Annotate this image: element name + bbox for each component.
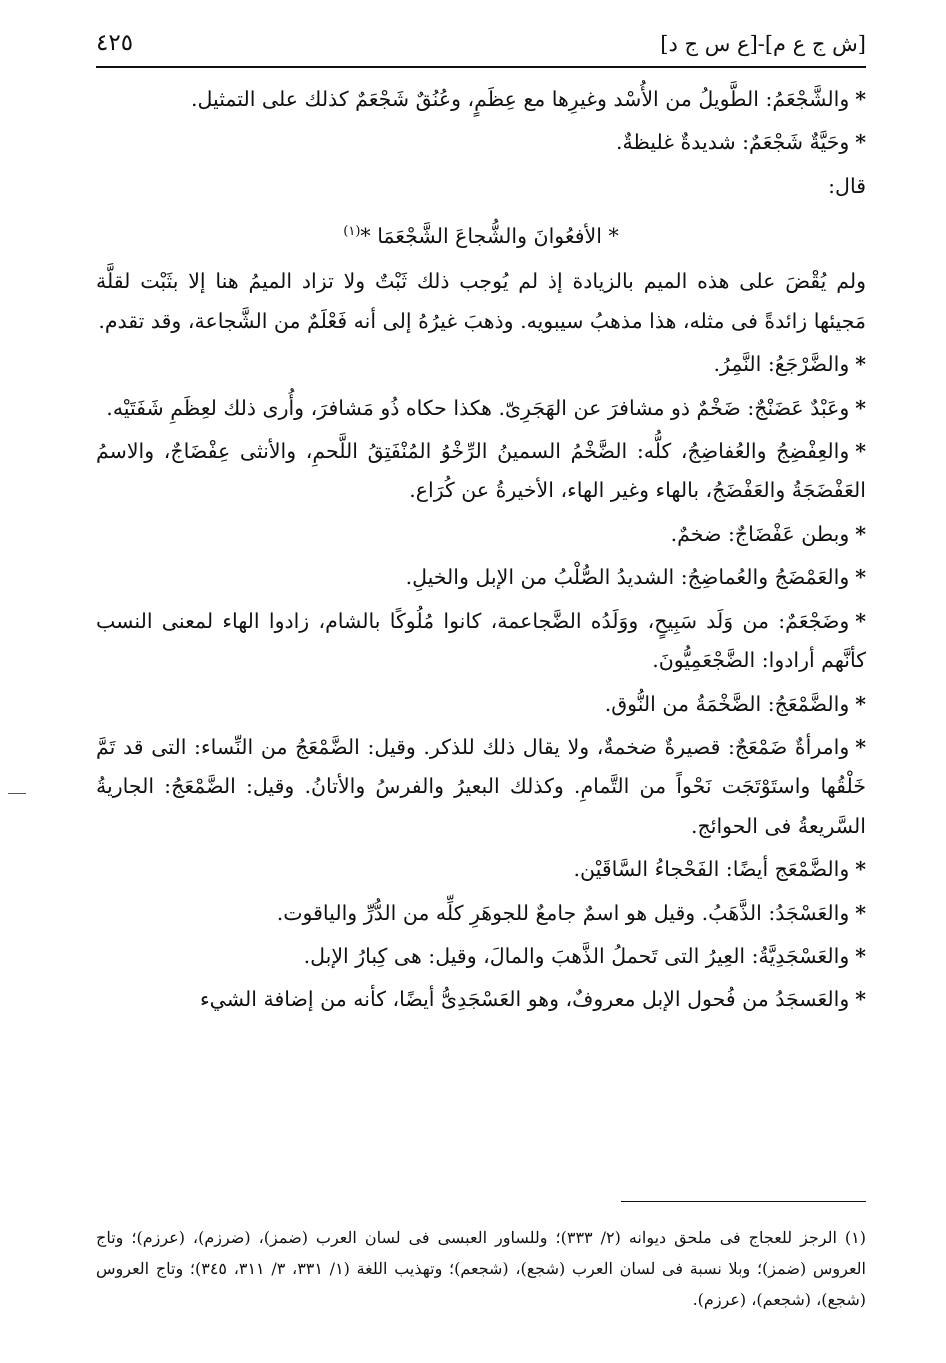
margin-mark [8, 793, 26, 794]
entry-dajam: *وضَجْعَمٌ: من وَلَد سَبِيحٍ، ووَلَدُه الضَّجاعمة، كانوا مُلُوكًا بالشام، زادوا الهاء لمعنى النسب كأنَّهم أرادوا: الضَّجْعَمِيُّونَ. [96, 608, 866, 673]
entry-star-icon: * [855, 87, 866, 111]
entry-imraa-damaj: *وامرأةٌ ضَمْعَجٌ: قصيرةٌ ضخمةٌ، ولا يقال ذلك للذكر. وقيل: الضَّمْعَجُ من النِّساء: التى قد تَمَّ خَلْقُها واستَوْتَجَت نَحْواً من التَّمامِ. وكذلك البعيرُ والفرسُ والأتانُ. وقيل: الضَّمْعَجُ: الجاريةُ السَّريعةُ فى الحوائج. [96, 734, 866, 838]
entry-shajam: *والشَّجْعَمُ: الطَّويلُ من الأُسْد وغيرِها مع عِظَمٍ، وعُنُقٌ شَجْعَمٌ كذلك على التمثيل. [191, 87, 866, 111]
entry-amdaj: *والعَمْضَجُ والعُماضِجُ: الشديدُ الصُّلْبُ من الإبل والخيلِ. [405, 565, 866, 590]
footnote-rule [621, 1201, 866, 1202]
page-header [96, 28, 866, 68]
footnote: (١) الرجز للعجاج فى ملحق ديوانه (٢/ ٣٣٣)؛ وللساور العبسى فى لسان العرب (ضمز)، (ضرزم)، (عرزم)؛ وتاج العروس (ضمز)؛ وبلا نسبة فى لسان العرب (شجع)، (شجعم)؛ وتهذيب اللغة (١/ ٣٣١، ٣/ ٣١١، ٣٤٥)؛ وتاج العروس (شجع)، (شجعم)، (عرزم). [96, 1228, 867, 1309]
entry-asjad-fuhul: *والعَسجَدُ من فُحول الإبل معروفٌ، وهو العَسْجَدِىُّ أيضًا، كأنه من إضافة الشيء [200, 987, 866, 1012]
entry-star-icon: * [855, 352, 866, 377]
header-rule [96, 66, 866, 68]
entry-ifdij: *والعِفْضِجُ والعُفاضِجُ، كلُّه: الضَّخْمُ السمينُ الرِّخْوُ المُنْفَتِقُ اللَّحمِ، والأنثى عِفْضَاجٌ، والاسمُ العَفْضَجَةُ والعَفْضَجُ، بالهاء وغير الهاء، الأخيرةُ عن كُرَاع. [96, 439, 866, 503]
entry-star-icon: * [855, 521, 866, 546]
verse-text: الأفعُوانَ والشُّجاعَ الشَّجْعَمَا [377, 224, 602, 249]
entry-star-icon: * [855, 987, 866, 1012]
discussion-paragraph: ولم يُقْضَ على هذه الميم بالزيادة إذ لم يُوجب ذلك ثَبْتٌ ولا تزاد الميمُ هنا إلا بثَبْت لقلَّة مَجيئها زائدةً فى مثله، هذا مذهبُ سيبويه. وذهبَ غيرُهُ إلى أنه فَعْلَمٌ من الشَّجاعة، وقد تقدم. [96, 269, 866, 333]
entry-asjad: *والعَسْجَدُ: الذَّهَبُ. وقيل هو اسمٌ جامعٌ للجوهَرِ كلِّه من الدُّرِّ والياقوت. [276, 900, 866, 925]
entry-star-icon: * [855, 734, 866, 759]
entry-star-icon: * [855, 439, 866, 464]
entry-star-icon: * [855, 130, 866, 155]
entry-star-icon: * [855, 943, 866, 968]
entry-star-icon: * [855, 857, 866, 882]
entry-star-icon: * [855, 691, 866, 716]
entry-star-icon: * [855, 395, 866, 420]
entry-batn-afdaj: *وبطن عَفْضَاجٌ: ضخمٌ. [670, 521, 866, 546]
entry-asjadiyya: *والعَسْجَدِيَّةُ: العِيرُ التى تَحملُ الذَّهبَ والمالَ، وقيل: هى كِبارُ الإبل. [303, 943, 866, 968]
entry-star-icon: * [855, 900, 866, 925]
verse-star-icon: * [360, 224, 371, 249]
verse-star-icon: * [608, 224, 619, 249]
entry-darja: *والضَّرْجَعُ: النَّمِرُ. [713, 352, 866, 377]
qal-label: قال: [828, 173, 866, 198]
running-head: [ش ج ع م]-[ع س ج د] [660, 32, 866, 56]
entry-damaj-fahja: *والضَّمْعَج أيضًا: الفَحْجاءُ السَّاقَيْن. [573, 857, 866, 882]
footnote-mark: (١) [343, 224, 361, 240]
verse-quote [96, 212, 866, 256]
entry-star-icon: * [855, 608, 866, 633]
entry-star-icon: * [855, 565, 866, 590]
entry-damaj-nuq: *والضَّمْعَجُ: الضَّخْمَةُ من النُّوق. [604, 691, 866, 716]
entry-hayya-shajam: *وحَيَّةٌ شَجْعَمٌ: شديدةٌ غليظةٌ. [615, 130, 866, 155]
page-body [96, 80, 866, 1024]
page-number: ٤٢٥ [96, 30, 134, 56]
entry-adanj: *وعَبْدٌ عَضَنْجٌ: ضَخْمٌ ذو مشافرَ عن الهَجَرِىّ. هكذا حكاه ذُو مَشافرَ، وأُرى ذلك لعِظَمِ شَفَتَيْه. [106, 395, 866, 420]
